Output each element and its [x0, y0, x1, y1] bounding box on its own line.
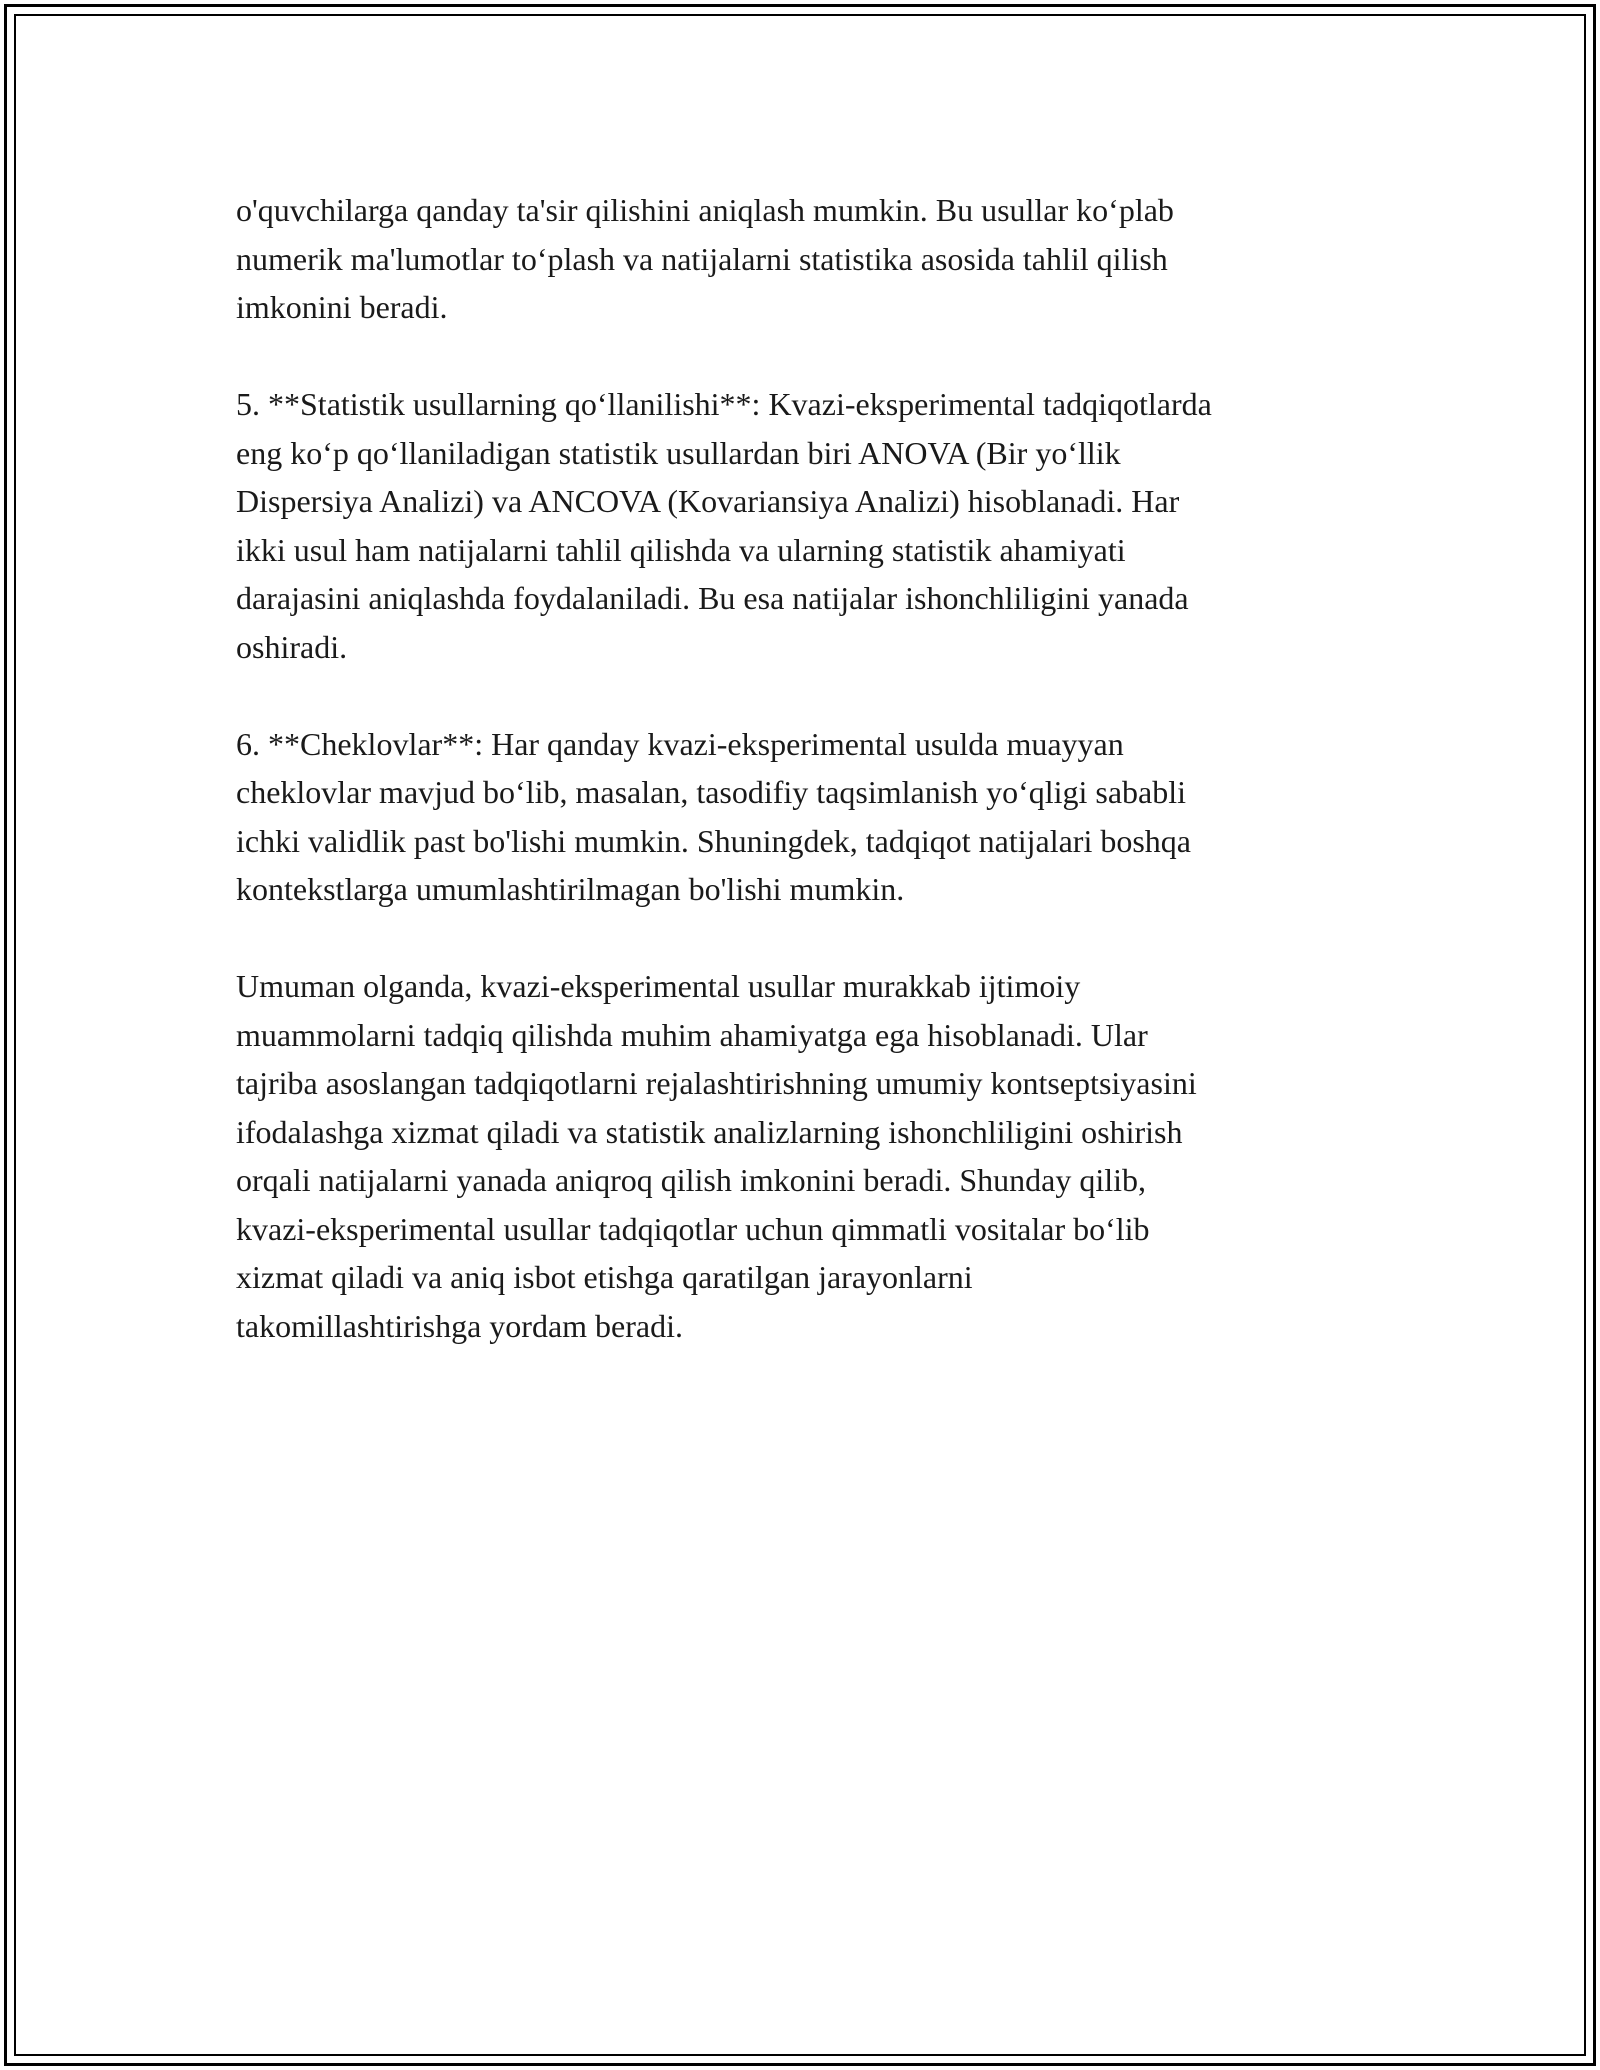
paragraph-statistical-methods: 5. **Statistik usullarning qo‘llanilishi**: Kvazi-eksperimental tadqiqotlarda eng ko‘p qo‘llaniladigan statistik usullardan biri ANOVA (Bir yo‘llik Dispersiya Analizi) va ANCOVA (Kovariansiya Analizi) hisoblanadi. Har ikki usul ham natijalarni tahlil qilishda va ularning statistik ahamiyati darajasini aniqlashda foydalaniladi. Bu esa natijalar ishonchliligini yanada oshiradi.	[236, 386, 1212, 665]
paragraph-conclusion: Umuman olganda, kvazi-eksperimental usullar murakkab ijtimoiy muammolarni tadqiq qilishda muhim ahamiyatga ega hisoblanadi. Ular tajriba asoslangan tadqiqotlarni rejalashtirishning umumiy kontseptsiyasini ifodalashga xizmat qiladi va statistik analizlarning ishonchliligini oshirish orqali natijalarni yanada aniqroq qilish imkonini beradi. Shunday qilib, kvazi-eksperimental usullar tadqiqotlar uchun qimmatli vositalar bo‘lib xizmat qiladi va aniq isbot etishga qaratilgan jarayonlarni takomillashtirishga yordam beradi.	[236, 968, 1197, 1344]
document-body	[236, 186, 1376, 1399]
paragraph-intro-continuation: o'quvchilarga qanday ta'sir qilishini aniqlash mumkin. Bu usullar ko‘plab numerik ma'lumotlar to‘plash va natijalarni statistika asosida tahlil qilish imkonini beradi.	[236, 192, 1174, 325]
paragraph-limitations: 6. **Cheklovlar**: Har qanday kvazi-eksperimental usulda muayyan cheklovlar mavjud bo‘lib, masalan, tasodifiy taqsimlanish yo‘qligi sababli ichki validlik past bo'lishi mumkin. Shuningdek, tadqiqot natijalari boshqa kontekstlarga umumlashtirilmagan bo'lishi mumkin.	[236, 725, 1191, 907]
